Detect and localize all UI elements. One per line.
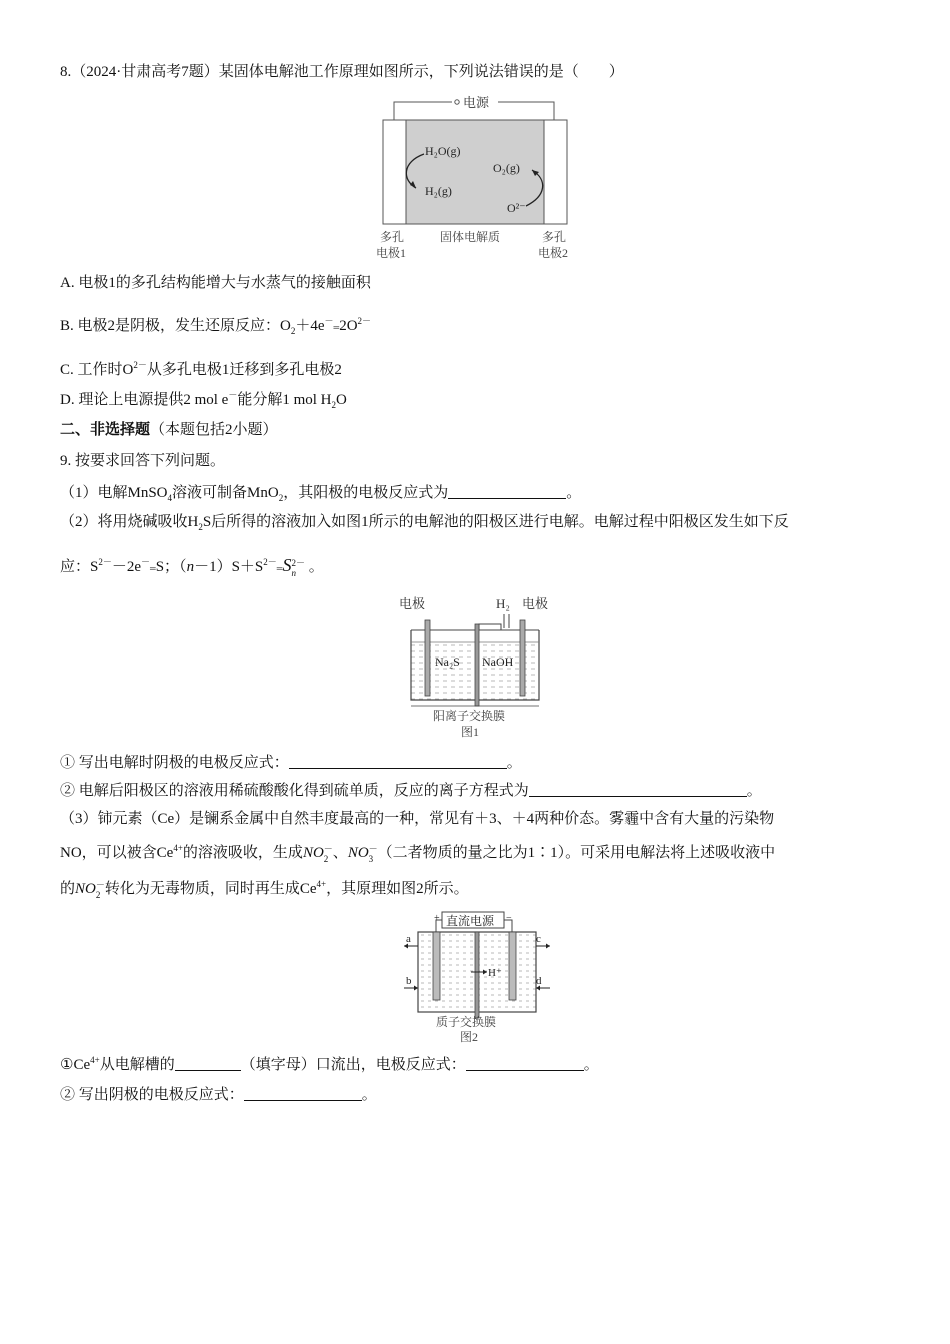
q8-figure <box>376 92 570 262</box>
q9-part2: （2）将用烧碱吸收$H_2S$后所得的溶液加入如图1所示的电解池的阳极区进行电解。电解过程中阳极区发生如下反 <box>60 514 789 532</box>
answer-blank[interactable] <box>175 1054 241 1071</box>
fig1-electrode-left-label: 电极 <box>399 596 426 611</box>
electrolyte-label: 固体电解质 <box>440 230 501 244</box>
q8-option-a: A. 电极1的多孔结构能增大与水蒸气的接触面积 <box>60 275 371 291</box>
o2-label: O₂(g) <box>493 161 520 175</box>
fig1-cathode <box>520 620 525 696</box>
q9-part1: （1）电解MnSO$_4$溶液可制备MnO$_2$，其阳极的电极反应式为 。 <box>60 482 890 503</box>
fig1-right-solution: NaOH <box>482 655 514 669</box>
electrode2-label-a: 多孔 <box>542 230 567 244</box>
fig1-caption: 图1 <box>461 725 480 739</box>
fig2-port-c: c <box>536 933 541 945</box>
fig2-port-a: a <box>406 933 411 945</box>
q9-3-sub2: ② 写出阴极的电极反应式： 。 <box>60 1084 890 1105</box>
power-label: 电源 <box>463 95 490 110</box>
answer-blank[interactable] <box>466 1054 584 1071</box>
q9-stem: 9. 按要求回答下列问题。 <box>60 453 226 469</box>
answer-blank[interactable] <box>289 752 507 769</box>
fig1-left-solution: Na₂S <box>435 655 460 669</box>
fig1-anode <box>425 620 430 696</box>
fig1-h2-label: H₂ <box>496 596 510 611</box>
q8-option-d: D. 理论上电源提供2 mol e－能分解1 mol $H_2O$ <box>60 390 347 410</box>
q9-2-sub2: ② 电解后阳极区的溶液用稀硫酸酸化得到硫单质，反应的离子方程式为 。 <box>60 780 890 801</box>
porous-electrode-1 <box>383 120 406 224</box>
q8-option-b: B. 电极2是阴极，发生还原反应：$O_2+4e^-═2O^{2-}$ <box>60 316 372 336</box>
q9-part3-line1: （3）铈元素（Ce）是镧系金属中自然丰度最高的一种，常见有＋3、＋4两种价态。雾霾中含有大量的污染物 <box>60 811 775 827</box>
electrode1-label-a: 多孔 <box>380 230 405 244</box>
fig2-power-label: 直流电源 <box>446 914 495 928</box>
o2-ion-label: O²⁻ <box>507 201 526 215</box>
q9-3-sub1: $①Ce^{4+}$从电解槽的 （填字母）口流出，电极反应式： 。 <box>60 1055 599 1073</box>
electrode1-label-b: 电极1 <box>376 246 407 260</box>
fig1-membrane-label: 阳离子交换膜 <box>433 709 506 723</box>
h2-label: H₂(g) <box>425 184 452 198</box>
q9-part2-reactions: 应：$S^{2-}-2e^-═S$；$(n-1)S+S^{2-}═S$ 2－ n 。 <box>60 555 324 578</box>
svg-text:+: + <box>434 913 440 924</box>
h2o-label: H₂O(g) <box>425 144 461 158</box>
fig2-membrane-label: 质子交换膜 <box>436 1015 497 1029</box>
fig2-hplus-label: H⁺ <box>488 967 502 979</box>
porous-electrode-2 <box>544 120 567 224</box>
fig2-port-d: d <box>536 975 542 987</box>
fig2-anode <box>433 932 440 1000</box>
answer-blank[interactable] <box>529 780 747 797</box>
svg-text:−: − <box>506 913 512 924</box>
answer-blank[interactable] <box>448 482 566 499</box>
q9-2-sub1: ① 写出电解时阴极的电极反应式： 。 <box>60 752 890 773</box>
figure-2 <box>400 908 555 1046</box>
q8-option-c: C. 工作时$O^{2-}$从多孔电极1迁移到多孔电极2 <box>60 360 342 378</box>
fig2-membrane <box>475 932 479 1018</box>
section-2-heading: 二、非选择题（本题包括2小题） <box>60 421 278 438</box>
fig2-cathode <box>509 932 516 1000</box>
fig2-caption: 图2 <box>460 1030 479 1044</box>
fig1-membrane <box>475 624 479 706</box>
fig2-port-b: b <box>406 975 412 987</box>
figure-1 <box>395 594 565 744</box>
q9-part3-line2: NO，可以被含$Ce^{4+}$的溶液吸收，生成NO － 2 、NO － 3 （二者物质的量之比为1∶1）。可采用电解法将上述吸收液中 <box>60 843 776 864</box>
fig1-electrode-right-label: 电极 <box>522 596 549 611</box>
answer-blank[interactable] <box>244 1084 362 1101</box>
electrode2-label-b: 电极2 <box>538 246 569 260</box>
q9-part3-line3: 的NO － 2 转化为无毒物质，同时再生成$Ce^{4+}$，其原理如图2所示。 <box>60 879 469 900</box>
q8-stem: 8.（2024·甘肃高考7题）某固体电解池工作原理如图所示，下列说法错误的是（ ） <box>60 64 624 80</box>
